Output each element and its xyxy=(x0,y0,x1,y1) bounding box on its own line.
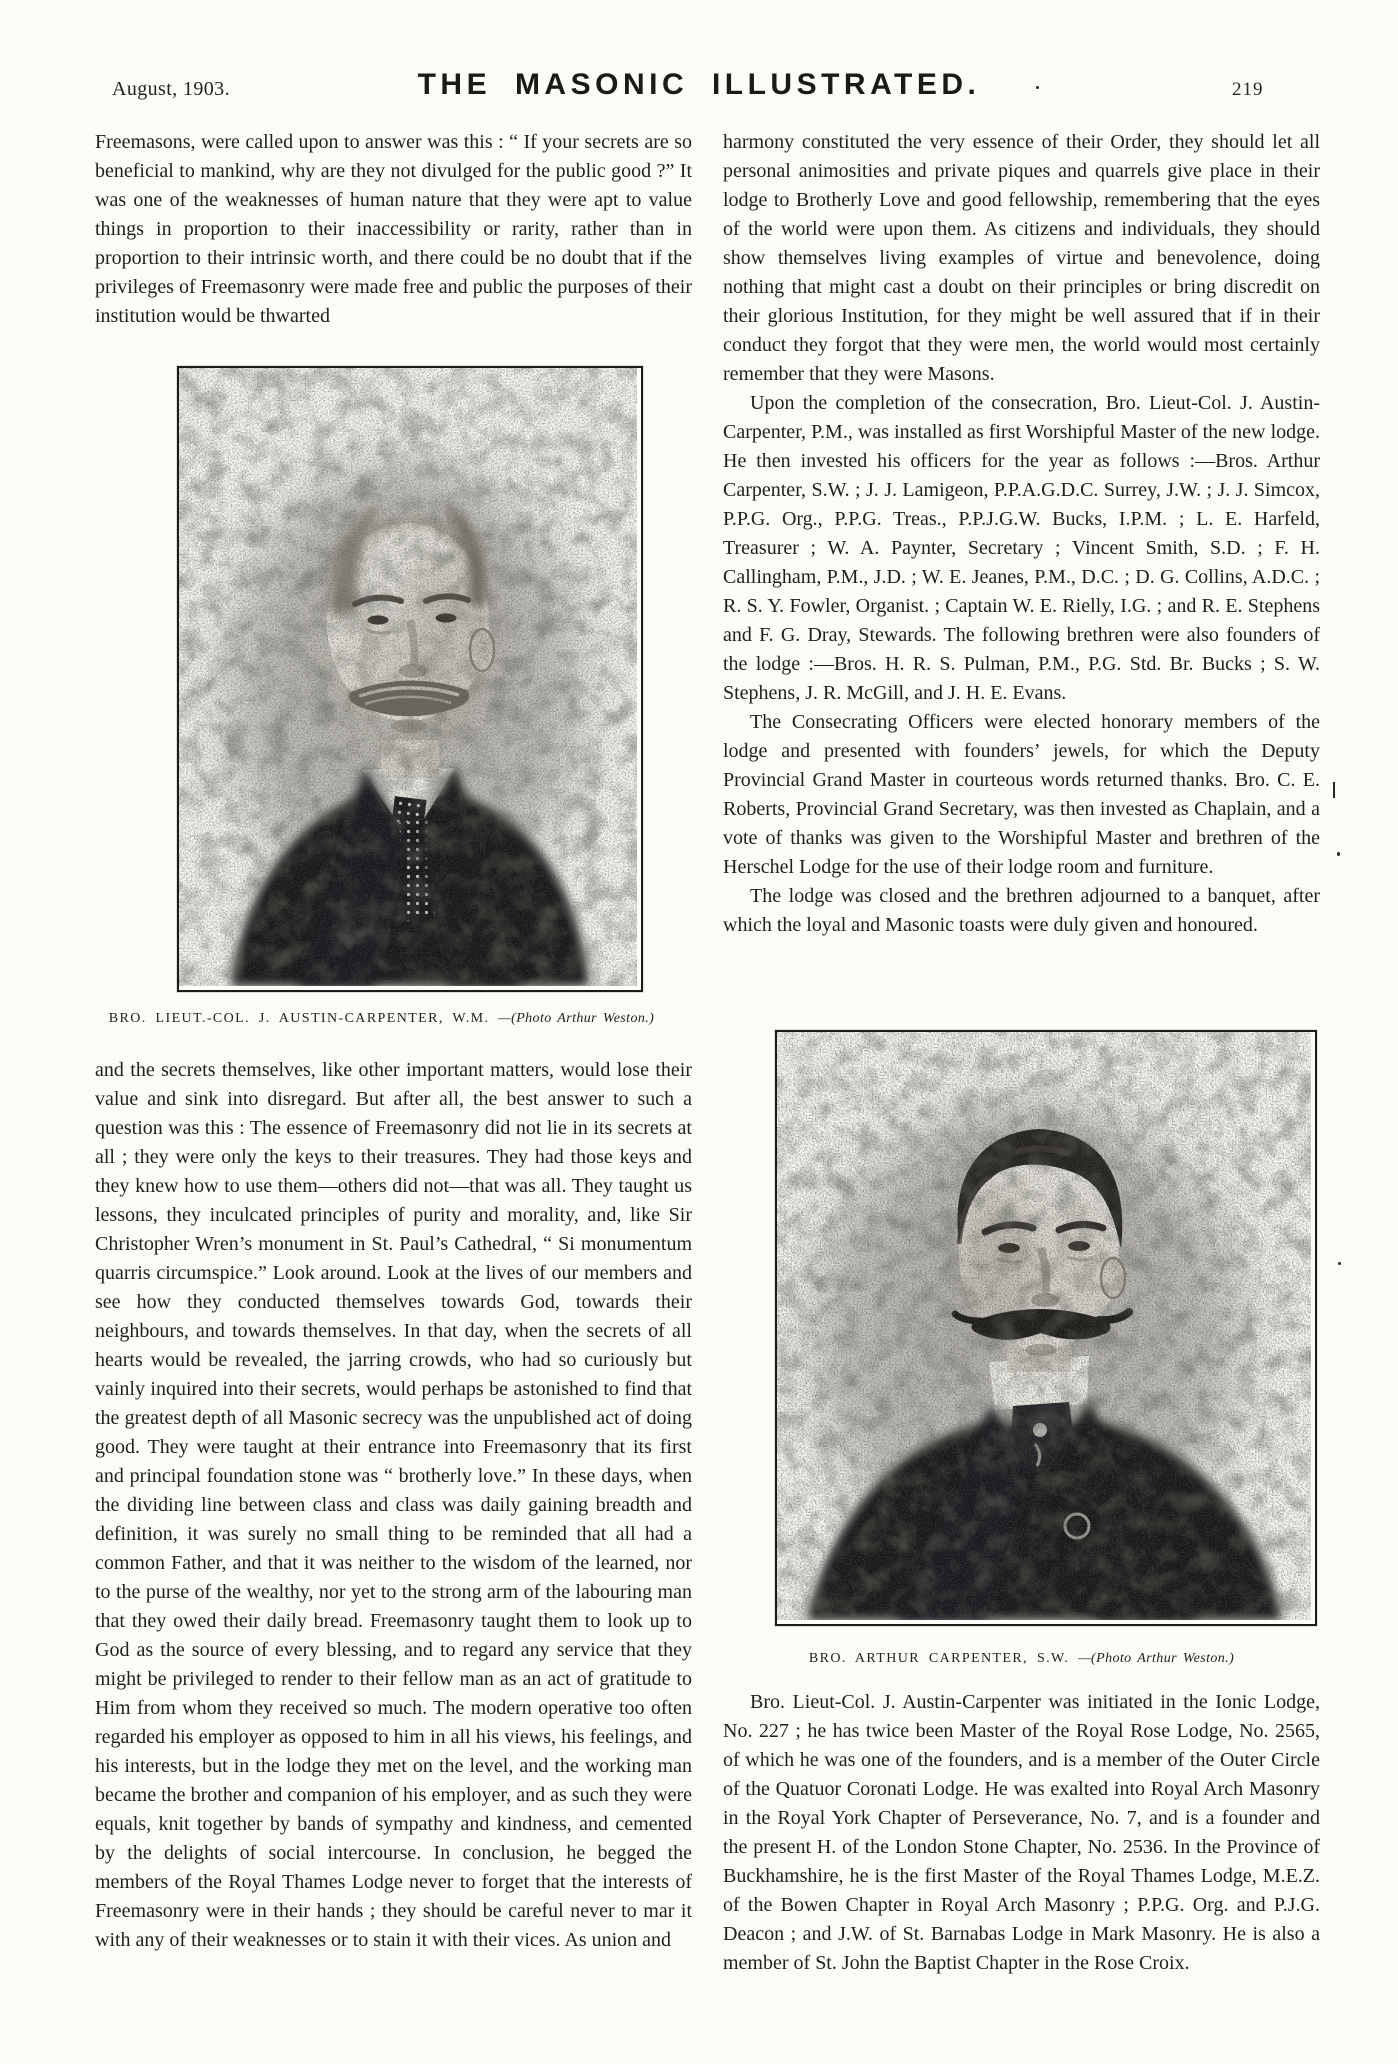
photo2-caption-text: BRO. ARTHUR CARPENTER, S.W. xyxy=(808,1651,1070,1666)
paragraph-banquet: The lodge was closed and the brethren adjourned to a banquet, after which the loyal and Masonic toasts were duly given and honoured. xyxy=(723,885,1320,936)
scan-artifact-dot xyxy=(1036,86,1039,89)
paragraph-secrets: and the secrets themselves, like other important matters, would lose their value and sink into disregard. But after all, the best answer to such a question was this : The essence of Freemasonry did not lie in its secrets at all ; they were only the keys to their treasures. They had those keys and they knew how to use them—others did not—that was all. They taught us lessons, they inculcated principles of purity and morality, and, like Sir Christopher Wren’s monument in St. Paul’s Cathedral, “ Si monumentum quarris circumspice.” Look around. Look at the lives of our members and see how they conducted themselves towards God, towards their neighbours, and towards themselves. In that day, when the secrets of all hearts would be revealed, the jarring crowds, who had so curiously but vainly inquired into their secrets, would perhaps be astonished to find that the greatest depth of all Masonic secrecy was the unpublished act of doing good. They were taught at their entrance into Freemasonry that its first and principal foundation stone was “ brotherly love.” In these days, when the dividing line between class and class was daily gaining breadth and definition, it was surely no small thing to be reminded that all had a common Father, and that it was neither to the wisdom of the learned, nor to the purse of the wealthy, nor yet to the strong arm of the labouring man that they owed their daily bread. Freemasonry taught them to look up to God as the source of every blessing, and to regard any service that they might be privileged to render to their fellow man as an act of gratitude to Him from whom they received so much. The modern operative too often regarded his employer as opposed to him in all his views, his feelings, and his interests, but in the lodge they met on the level, and the working man became the brother and companion of his employer, and as such they were equals, knit together by bands of sympathy and kindness, and cemented by the delights of social intercourse. In conclusion, he begged the members of the Royal Thames Lodge never to forget that the interests of Freemasonry were in their hands ; they should be careful never to mar it with any of their weaknesses or to stain it with their vices. As union and xyxy=(95,1059,692,1951)
scan-artifact-tick xyxy=(1333,782,1335,798)
portrait-plate-arthur-carpenter xyxy=(775,1030,1317,1626)
issue-date: August, 1903. xyxy=(112,78,230,100)
portrait-plate-austin-carpenter xyxy=(177,366,643,992)
portrait-arthur-carpenter-image xyxy=(777,1032,1311,1620)
right-column-paragraphs xyxy=(723,128,1320,940)
scan-artifact-dot xyxy=(1338,1262,1341,1265)
photo1-credit: —(Photo Arthur Weston.) xyxy=(498,1011,655,1026)
photo1-caption-text: BRO. LIEUT.-COL. J. AUSTIN-CARPENTER, W.M. xyxy=(108,1011,490,1026)
portrait-austin-carpenter-image xyxy=(179,368,637,986)
paragraph-officers: The Consecrating Officers were elected honorary members of the lodge and presented with founders’ jewels, for which the Deputy Provincial Grand Master in courteous words returned thanks. Bro. C. E. Roberts, Provincial Grand Secretary, was then invested as Chaplain, and a vote of thanks was given to the Worshipful Master and brethren of the Herschel Lodge for the use of their lodge room and furniture. xyxy=(723,711,1320,878)
left-column-top-paragraph xyxy=(95,128,692,331)
paragraph-consecration: Upon the completion of the consecration, Bro. Lieut-Col. J. Austin-Carpenter, P.M., was installed as first Worshipful Master of the new lodge. He then invested his officers for the year as follows :—Bros. Arthur Carpenter, S.W. ; J. J. Lamigeon, P.P.A.G.D.C. Surrey, J.W. ; J. J. Simcox, P.P.G. Org., P.P.G. Treas., P.P.J.G.W. Bucks, I.P.M. ; L. E. Harfeld, Treasurer ; W. A. Paynter, Secretary ; Vincent Smith, S.D. ; F. H. Callingham, P.M., J.D. ; W. E. Jeanes, P.M., D.C. ; D. G. Collins, A.D.C. ; R. S. Y. Fowler, Organist. ; Captain W. E. Rielly, I.G. ; and R. E. Stephens and F. G. Dray, Stewards. The following brethren were also founders of the lodge :—Bros. H. R. S. Pulman, P.M., P.G. Std. Br. Bucks ; S. W. Stephens, J. R. McGill, and J. H. E. Evans. xyxy=(723,392,1320,704)
photo2-caption xyxy=(723,1650,1320,1668)
paragraph-harmony: harmony constituted the very essence of their Order, they should let all personal animosities and private piques and quarrels give place in their lodge to Brotherly Love and good fellowship, remembering that the eyes of the world were upon them. As citizens and individuals, they should show themselves living examples of virtue and benevolence, doing nothing that might cast a doubt on their principles or bring discredit on their glorious Institution, for they might be well assured that if in their conduct they forgot that they were men, the world would most certainly remember that they were Masons. xyxy=(723,131,1320,385)
scan-artifact-dot xyxy=(1337,852,1340,856)
right-column-biography xyxy=(723,1688,1320,1978)
paragraph-biography: Bro. Lieut-Col. J. Austin-Carpenter was initiated in the Ionic Lodge, No. 227 ; he has twice been Master of the Royal Rose Lodge, No. 2565, of which he was one of the founders, and is a member of the Outer Circle of the Quatuor Coronati Lodge. He was exalted into Royal Arch Masonry in the Royal York Chapter of Perseverance, No. 7, and is a founder and the present H. of the London Stone Chapter, No. 2536. In the Province of Buckhamshire, he is the first Master of the Royal Thames Lodge, M.E.Z. of the Bowen Chapter in Royal Arch Masonry ; P.P.G. Org. and P.J.G. Deacon ; and J.W. of St. Barnabas Lodge in Mark Masonry. He is also a member of St. John the Baptist Chapter in the Rose Croix. xyxy=(723,1691,1320,1974)
left-column-main-paragraph xyxy=(95,1056,692,1955)
paragraph-continuation: Freemasons, were called upon to answer was this : “ If your secrets are so beneficial to mankind, why are they not divulged for the public good ?” It was one of the weaknesses of human nature that they were apt to value things in proportion to their inaccessibility or rarity, rather than in proportion to their intrinsic worth, and there could be no doubt that if the privileges of Freemasonry were made free and public the purposes of their institution would be thwarted xyxy=(95,131,692,327)
page-number: 219 xyxy=(1232,79,1264,100)
photo2-credit: —(Photo Arthur Weston.) xyxy=(1078,1651,1235,1666)
masthead-title: THE MASONIC ILLUSTRATED. xyxy=(417,68,981,101)
photo1-caption xyxy=(83,1010,680,1028)
